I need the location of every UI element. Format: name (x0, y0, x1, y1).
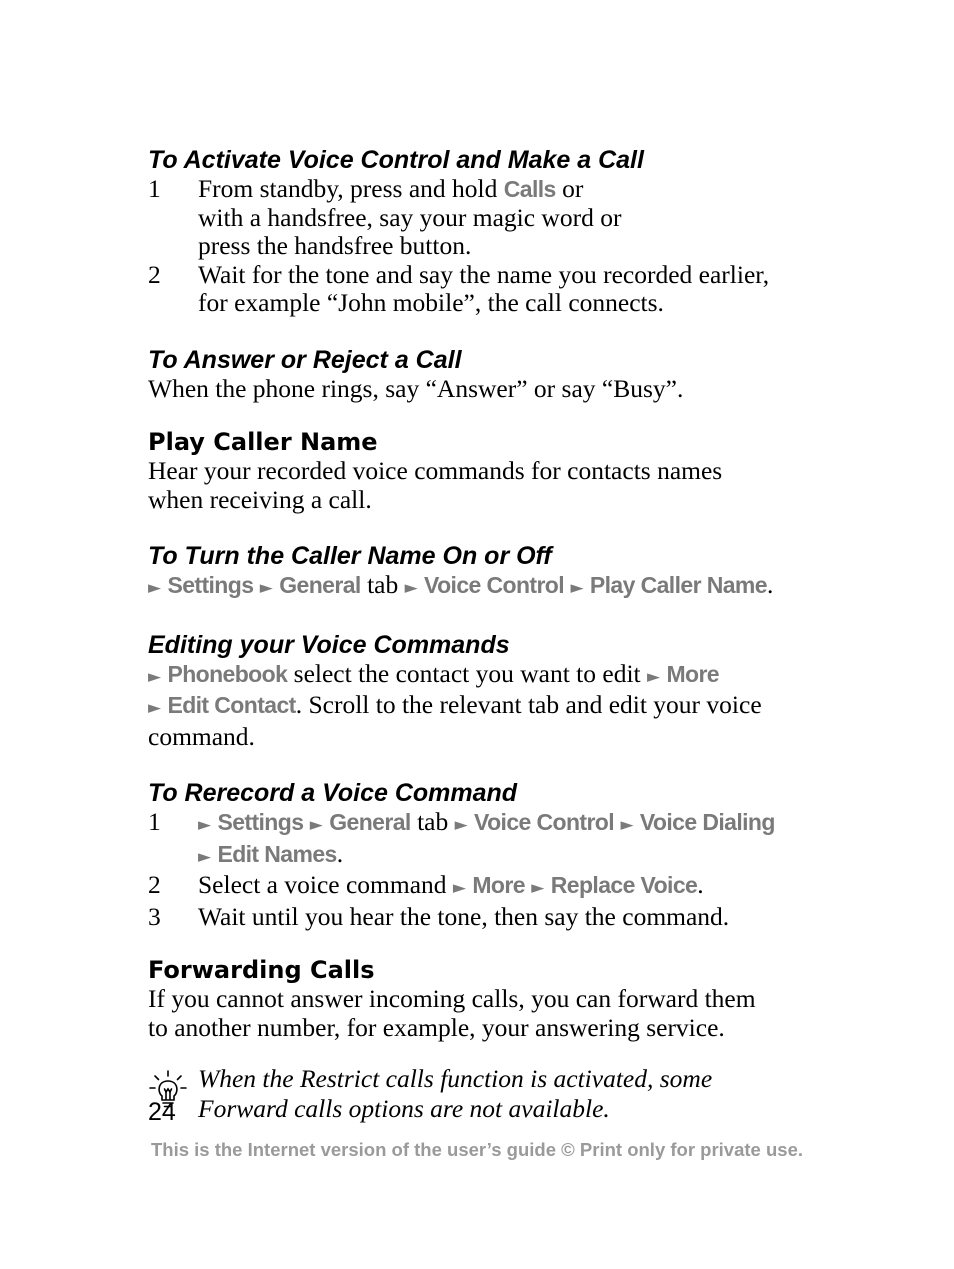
arrow-icon: ► (148, 698, 162, 718)
text-line: when receiving a call. (148, 484, 372, 514)
item-number: 1 (148, 807, 161, 836)
arrow-icon: ► (148, 578, 162, 598)
item-number: 1 (148, 174, 161, 203)
item-text: for example “John mobile”, the call connects. (198, 288, 664, 317)
menu-settings: Settings (217, 809, 304, 835)
tip-text (198, 1064, 712, 1124)
manual-page (148, 145, 828, 1124)
menu-more: More (666, 660, 720, 687)
heading-editing-voice-commands: Editing your Voice Commands (148, 630, 510, 659)
arrow-icon: ► (454, 815, 468, 835)
menu-play-caller-name: Play Caller Name (589, 572, 767, 598)
menu-phonebook: Phonebook (167, 660, 288, 687)
item-number: 2 (148, 259, 161, 289)
heading-play-caller-name: Play Caller Name (148, 428, 378, 456)
menu-voice-control: Voice Control (474, 809, 615, 835)
path-text: . Scroll to the relevant tab and edit your voice (295, 690, 762, 719)
text-line: to another number, for example, your answering service. (148, 1012, 725, 1042)
menu-edit-names: Edit Names (217, 840, 337, 867)
list-item (148, 871, 828, 903)
menu-voice-dialing: Voice Dialing (639, 809, 775, 835)
menu-settings: Settings (167, 572, 254, 598)
menu-replace-voice: Replace Voice (550, 872, 698, 898)
arrow-icon: ► (198, 815, 212, 835)
list-item (148, 261, 828, 318)
path-text: select the contact you want to edit (287, 658, 647, 688)
list-item (148, 903, 828, 932)
answer-reject-text: When the phone rings, say “Answer” or say “Busy”. (148, 373, 684, 403)
item-text: From standby, press and hold (198, 174, 504, 203)
path-text: . (697, 870, 704, 899)
path-text: . (766, 570, 774, 599)
list-item (148, 175, 828, 261)
path-text: tab (410, 807, 455, 836)
heading-rerecord: To Rerecord a Voice Command (148, 779, 518, 807)
arrow-icon: ► (198, 846, 212, 867)
item-text: Wait for the tone and say the name you recorded earlier, (198, 259, 770, 289)
menu-more: More (472, 872, 525, 898)
arrow-icon: ► (309, 815, 323, 835)
page-number: 24 (148, 1098, 176, 1126)
menu-general: General (329, 809, 411, 835)
path-text: tab (360, 570, 405, 599)
arrow-icon: ► (148, 666, 162, 687)
arrow-icon: ► (531, 878, 545, 898)
menu-voice-control: Voice Control (424, 572, 565, 598)
heading-forwarding-calls: Forwarding Calls (148, 956, 375, 984)
item-text: press the handsfree button. (198, 231, 472, 260)
item-text: Select a voice command (198, 870, 453, 899)
path-text: command. (148, 721, 255, 751)
tip-line: Forward calls options are not available. (198, 1094, 610, 1123)
item-text: with a handsfree, say your magic word or (198, 202, 622, 232)
forwarding-text (148, 985, 828, 1042)
calls-key: Calls (503, 176, 556, 202)
footer-notice: This is the Internet version of the user’s guide © Print only for private use. (150, 1139, 803, 1160)
heading-answer-reject: To Answer or Reject a Call (148, 345, 462, 374)
heading-turn-caller-name: To Turn the Caller Name On or Off (148, 542, 552, 570)
menu-general: General (279, 572, 361, 598)
arrow-icon: ► (620, 815, 634, 835)
item-text: Wait until you hear the tone, then say the command. (198, 901, 730, 931)
tip-line: When the Restrict calls function is activated, some (198, 1064, 713, 1093)
menu-path (148, 571, 828, 603)
arrow-icon: ► (647, 666, 661, 687)
arrow-icon: ► (570, 578, 584, 598)
list-item (148, 808, 828, 871)
item-text: or (555, 174, 584, 203)
path-text: . (336, 838, 344, 868)
text-line: If you cannot answer incoming calls, you can forward them (148, 984, 756, 1013)
item-number: 3 (148, 901, 161, 931)
text-line: Hear your recorded voice commands for contacts names (148, 456, 723, 485)
arrow-icon: ► (404, 578, 418, 598)
arrow-icon: ► (452, 878, 466, 898)
item-number: 2 (148, 870, 161, 899)
tip-note (148, 1064, 828, 1124)
editing-text (148, 660, 828, 752)
arrow-icon: ► (259, 578, 273, 598)
heading-activate-voice-control: To Activate Voice Control and Make a Call (148, 146, 644, 174)
play-caller-name-text (148, 457, 828, 514)
menu-edit-contact: Edit Contact (167, 692, 296, 718)
